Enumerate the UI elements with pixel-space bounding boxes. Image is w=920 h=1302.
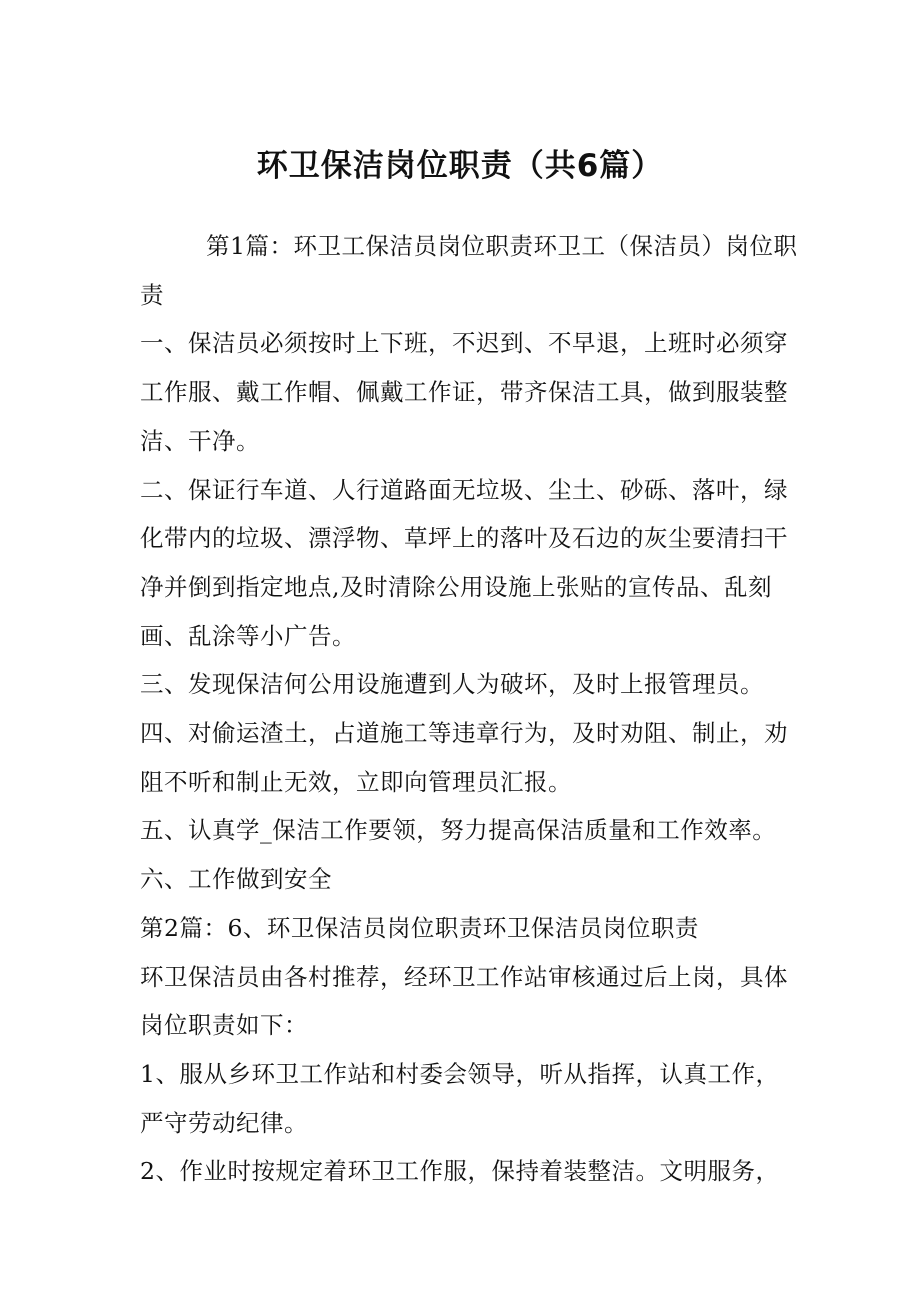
section-2-intro: 环卫保洁员由各村推荐，经环卫工作站审核通过后上岗，具体岗位职责如下： [140, 962, 788, 1040]
document-body [140, 222, 800, 1196]
section-2-item-2: 2、作业时按规定着环卫工作服，保持着装整洁。文明服务， [140, 1157, 780, 1186]
duty-item-1: 一、保洁员必须按时上下班，不迟到、不早退，上班时必须穿工作服、戴工作帽、佩戴工作证，带齐保洁工具，做到服装整洁、干净。 [140, 329, 788, 455]
section-2-heading: 第2篇：6、环卫保洁员岗位职责环卫保洁员岗位职责 [140, 913, 699, 942]
section-1-heading: 第1篇：环卫工保洁员岗位职责环卫工（保洁员）岗位职责 [140, 232, 798, 309]
duty-item-3: 三、发现保洁何公用设施遭到人为破坏，及时上报管理员。 [140, 670, 764, 699]
section-2-item-1: 1、服从乡环卫工作站和村委会领导，听从指挥，认真工作，严守劳动纪律。 [140, 1059, 780, 1137]
duty-item-2: 二、保证行车道、人行道路面无垃圾、尘土、砂砾、落叶，绿化带内的垃圾、漂浮物、草坪上的落叶及石边的灰尘要清扫干净并倒到指定地点,及时清除公用设施上张贴的宣传品、乱刻画、乱涂等小广告。 [140, 475, 788, 650]
duty-item-6: 六、工作做到安全 [140, 865, 332, 894]
duty-item-4: 四、对偷运渣土，占道施工等违章行为，及时劝阻、制止，劝阻不听和制止无效，立即向管理员汇报。 [140, 719, 788, 796]
duty-item-5: 五、认真学_保洁工作要领，努力提高保洁质量和工作效率。 [140, 816, 777, 845]
document-title: 环卫保洁岗位职责（共6篇） [256, 148, 664, 184]
